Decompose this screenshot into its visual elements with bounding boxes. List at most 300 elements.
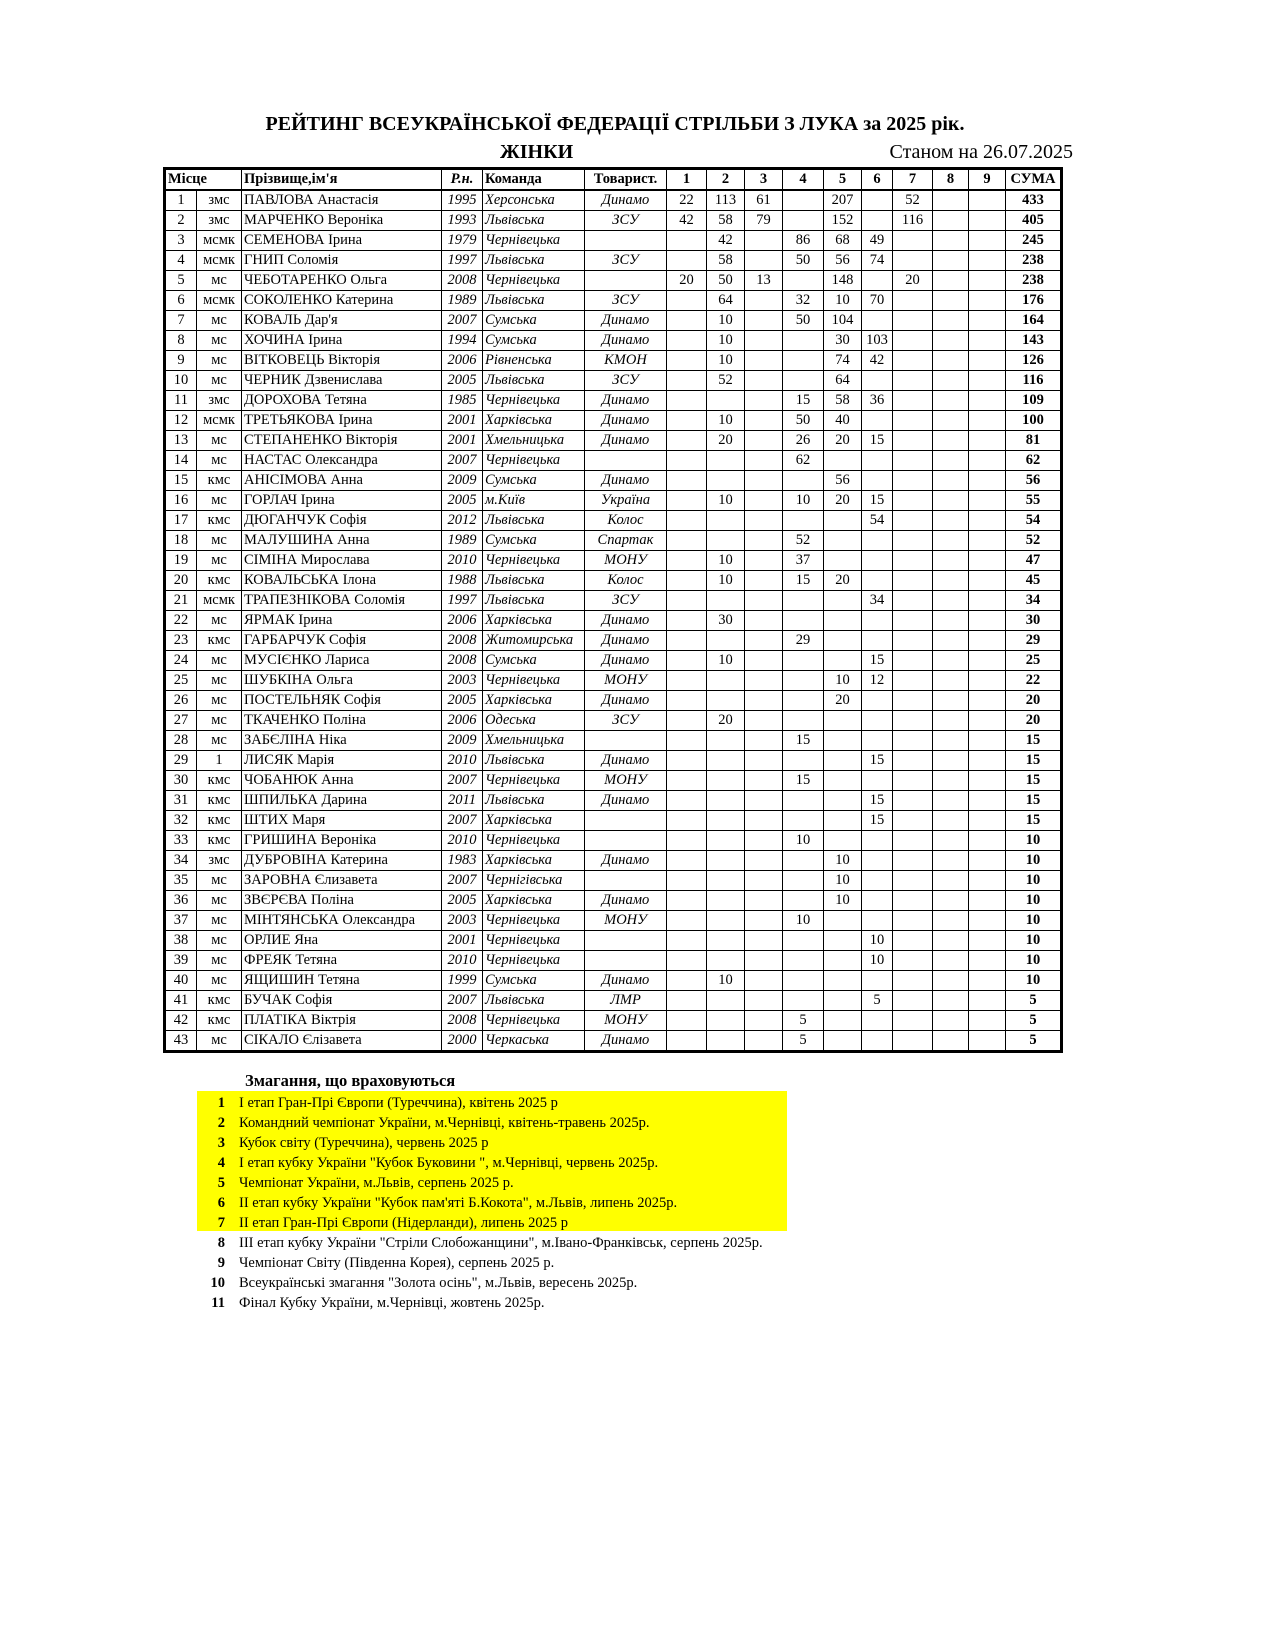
cell-stage-8 [933, 231, 969, 251]
cell-stage-9 [969, 411, 1006, 431]
table-row [165, 971, 1062, 991]
cell-stage-3 [745, 711, 783, 731]
cell-rank: мс [197, 1031, 242, 1052]
cell-total: 143 [1006, 331, 1062, 351]
competitions-title: Змагання, що враховуються [245, 1071, 456, 1090]
cell-stage-3 [745, 551, 783, 571]
cell-stage-3 [745, 1031, 783, 1052]
cell-stage-2 [707, 951, 745, 971]
table-row [165, 671, 1062, 691]
cell-rank: мс [197, 951, 242, 971]
list-item [197, 1153, 763, 1173]
cell-stage-9 [969, 971, 1006, 991]
cell-total: 10 [1006, 911, 1062, 931]
cell-stage-5 [824, 631, 862, 651]
cell-name: ВІТКОВЕЦЬ Вікторія [242, 351, 442, 371]
cell-total: 10 [1006, 851, 1062, 871]
cell-team: Чернівецька [483, 931, 585, 951]
cell-birth-year: 2008 [442, 651, 483, 671]
header-place: Місце [165, 169, 242, 191]
cell-stage-6 [862, 531, 893, 551]
competition-text: Командний чемпіонат України, м.Чернівці, квітень-травень 2025р. [239, 1115, 650, 1131]
cell-rank: мс [197, 451, 242, 471]
cell-birth-year: 2007 [442, 871, 483, 891]
cell-stage-1 [667, 231, 707, 251]
header-stage-7: 7 [893, 169, 933, 191]
cell-place: 9 [165, 351, 197, 371]
cell-place: 4 [165, 251, 197, 271]
cell-total: 10 [1006, 931, 1062, 951]
cell-stage-7 [893, 551, 933, 571]
cell-stage-3 [745, 591, 783, 611]
cell-stage-1: 20 [667, 271, 707, 291]
cell-stage-9 [969, 771, 1006, 791]
cell-stage-4 [783, 811, 824, 831]
cell-stage-3 [745, 771, 783, 791]
cell-stage-5 [824, 651, 862, 671]
cell-stage-2: 52 [707, 371, 745, 391]
cell-stage-3 [745, 251, 783, 271]
cell-stage-6 [862, 711, 893, 731]
table-row [165, 651, 1062, 671]
cell-birth-year: 2005 [442, 371, 483, 391]
cell-stage-7 [893, 351, 933, 371]
cell-rank: мсмк [197, 291, 242, 311]
cell-stage-5: 152 [824, 211, 862, 231]
header-stage-9: 9 [969, 169, 1006, 191]
table-row [165, 851, 1062, 871]
table-row [165, 451, 1062, 471]
cell-stage-4: 10 [783, 911, 824, 931]
table-row [165, 331, 1062, 351]
cell-rank: мс [197, 351, 242, 371]
table-row [165, 371, 1062, 391]
cell-team: Чернівецька [483, 771, 585, 791]
cell-stage-4 [783, 711, 824, 731]
header-stage-6: 6 [862, 169, 893, 191]
cell-team: Чернівецька [483, 831, 585, 851]
cell-stage-1 [667, 251, 707, 271]
cell-stage-3 [745, 911, 783, 931]
cell-birth-year: 2010 [442, 751, 483, 771]
cell-name: ТРАПЕЗНІКОВА Соломія [242, 591, 442, 611]
cell-total: 15 [1006, 791, 1062, 811]
cell-birth-year: 2012 [442, 511, 483, 531]
cell-stage-3 [745, 951, 783, 971]
cell-name: ГАРБАРЧУК Софія [242, 631, 442, 651]
cell-stage-9 [969, 651, 1006, 671]
cell-stage-1 [667, 991, 707, 1011]
cell-stage-9 [969, 791, 1006, 811]
cell-stage-9 [969, 511, 1006, 531]
cell-club: ЗСУ [585, 591, 667, 611]
cell-stage-6: 15 [862, 751, 893, 771]
cell-stage-9 [969, 291, 1006, 311]
cell-total: 10 [1006, 951, 1062, 971]
cell-stage-6 [862, 971, 893, 991]
cell-place: 37 [165, 911, 197, 931]
cell-stage-8 [933, 551, 969, 571]
cell-team: Сумська [483, 651, 585, 671]
cell-stage-9 [969, 811, 1006, 831]
cell-total: 238 [1006, 271, 1062, 291]
table-row [165, 431, 1062, 451]
cell-stage-1 [667, 1011, 707, 1031]
cell-stage-2 [707, 851, 745, 871]
cell-stage-8 [933, 631, 969, 651]
cell-stage-3: 13 [745, 271, 783, 291]
cell-stage-8 [933, 611, 969, 631]
cell-stage-5: 10 [824, 291, 862, 311]
cell-team: Львівська [483, 751, 585, 771]
cell-birth-year: 1997 [442, 251, 483, 271]
cell-place: 2 [165, 211, 197, 231]
cell-name: ДЮГАНЧУК Софія [242, 511, 442, 531]
cell-name: КОВАЛЬ Дар'я [242, 311, 442, 331]
cell-stage-5 [824, 911, 862, 931]
cell-team: Херсонська [483, 190, 585, 211]
cell-stage-6 [862, 831, 893, 851]
competition-number: 8 [217, 1235, 225, 1251]
competition-text: Кубок світу (Туреччина), червень 2025 р [239, 1135, 489, 1151]
cell-stage-7 [893, 231, 933, 251]
cell-club: ЗСУ [585, 251, 667, 271]
cell-stage-7 [893, 671, 933, 691]
cell-stage-8 [933, 871, 969, 891]
cell-total: 34 [1006, 591, 1062, 611]
cell-stage-1 [667, 831, 707, 851]
cell-stage-7 [893, 911, 933, 931]
cell-birth-year: 2006 [442, 711, 483, 731]
competition-text: ІІ етап кубку України "Кубок пам'яті Б.Кокота", м.Львів, липень 2025р. [239, 1195, 678, 1211]
cell-stage-9 [969, 311, 1006, 331]
competition-number: 6 [217, 1195, 225, 1211]
cell-stage-5: 10 [824, 851, 862, 871]
cell-stage-4: 37 [783, 551, 824, 571]
table-row [165, 211, 1062, 231]
cell-stage-5 [824, 811, 862, 831]
cell-club [585, 871, 667, 891]
cell-club: Колос [585, 511, 667, 531]
cell-birth-year: 2000 [442, 1031, 483, 1052]
table-row [165, 291, 1062, 311]
cell-name: ОРЛИЕ Яна [242, 931, 442, 951]
cell-stage-7 [893, 331, 933, 351]
cell-total: 10 [1006, 891, 1062, 911]
cell-place: 7 [165, 311, 197, 331]
cell-stage-7 [893, 711, 933, 731]
cell-club: ЗСУ [585, 291, 667, 311]
cell-total: 10 [1006, 871, 1062, 891]
cell-stage-2 [707, 891, 745, 911]
cell-birth-year: 2010 [442, 831, 483, 851]
header-stage-2: 2 [707, 169, 745, 191]
cell-rank: змс [197, 391, 242, 411]
cell-stage-9 [969, 331, 1006, 351]
table-row [165, 190, 1062, 211]
cell-stage-9 [969, 991, 1006, 1011]
cell-stage-4 [783, 471, 824, 491]
cell-name: НАСТАС Олександра [242, 451, 442, 471]
cell-name: ШУБКІНА Ольга [242, 671, 442, 691]
cell-club: МОНУ [585, 771, 667, 791]
cell-stage-1 [667, 311, 707, 331]
cell-stage-6 [862, 911, 893, 931]
cell-place: 6 [165, 291, 197, 311]
cell-stage-6 [862, 611, 893, 631]
cell-stage-6 [862, 551, 893, 571]
competition-number: 2 [217, 1115, 225, 1131]
cell-stage-7 [893, 751, 933, 771]
cell-stage-8 [933, 791, 969, 811]
cell-stage-5: 64 [824, 371, 862, 391]
cell-total: 15 [1006, 731, 1062, 751]
cell-place: 41 [165, 991, 197, 1011]
cell-stage-4 [783, 871, 824, 891]
cell-stage-2: 10 [707, 491, 745, 511]
header-team: Команда [483, 169, 585, 191]
cell-club: Динамо [585, 411, 667, 431]
cell-place: 11 [165, 391, 197, 411]
cell-stage-4 [783, 651, 824, 671]
cell-total: 405 [1006, 211, 1062, 231]
cell-stage-8 [933, 991, 969, 1011]
cell-stage-6 [862, 1031, 893, 1052]
cell-stage-7 [893, 931, 933, 951]
cell-stage-9 [969, 591, 1006, 611]
cell-team: Львівська [483, 251, 585, 271]
cell-rank: мс [197, 611, 242, 631]
cell-birth-year: 1983 [442, 851, 483, 871]
cell-club [585, 931, 667, 951]
cell-rank: мс [197, 331, 242, 351]
cell-rank: змс [197, 190, 242, 211]
cell-team: м.Київ [483, 491, 585, 511]
cell-stage-4 [783, 271, 824, 291]
cell-rank: мс [197, 911, 242, 931]
cell-place: 5 [165, 271, 197, 291]
competition-number: 4 [217, 1155, 225, 1171]
cell-name: ФРЕЯК Тетяна [242, 951, 442, 971]
cell-place: 32 [165, 811, 197, 831]
cell-stage-8 [933, 271, 969, 291]
cell-birth-year: 1993 [442, 211, 483, 231]
cell-rank: мсмк [197, 251, 242, 271]
cell-club [585, 271, 667, 291]
cell-place: 26 [165, 691, 197, 711]
cell-stage-9 [969, 351, 1006, 371]
cell-stage-9 [969, 391, 1006, 411]
cell-stage-1 [667, 351, 707, 371]
cell-rank: мс [197, 531, 242, 551]
cell-stage-9 [969, 751, 1006, 771]
cell-stage-3 [745, 451, 783, 471]
cell-club: Колос [585, 571, 667, 591]
cell-stage-4 [783, 591, 824, 611]
cell-total: 10 [1006, 971, 1062, 991]
cell-stage-3 [745, 1011, 783, 1031]
table-row [165, 251, 1062, 271]
cell-name: СЕМЕНОВА Ірина [242, 231, 442, 251]
table-row [165, 691, 1062, 711]
table-row [165, 391, 1062, 411]
cell-stage-9 [969, 931, 1006, 951]
cell-team: Чернівецька [483, 451, 585, 471]
cell-stage-8 [933, 190, 969, 211]
list-item [197, 1173, 763, 1193]
cell-stage-7 [893, 971, 933, 991]
cell-stage-7 [893, 731, 933, 751]
cell-stage-7 [893, 251, 933, 271]
cell-stage-6: 10 [862, 931, 893, 951]
cell-name: ЧЕРНИК Дзвенислава [242, 371, 442, 391]
table-row [165, 271, 1062, 291]
list-item [197, 1213, 763, 1233]
cell-stage-6: 42 [862, 351, 893, 371]
cell-name: СТЕПАНЕНКО Вікторія [242, 431, 442, 451]
cell-stage-4 [783, 951, 824, 971]
cell-stage-4 [783, 211, 824, 231]
cell-club: ЗСУ [585, 371, 667, 391]
cell-stage-5: 74 [824, 351, 862, 371]
as-of-date: Станом на 26.07.2025 [889, 141, 1073, 163]
cell-name: ДОРОХОВА Тетяна [242, 391, 442, 411]
cell-stage-9 [969, 891, 1006, 911]
cell-stage-5: 10 [824, 671, 862, 691]
cell-stage-2: 10 [707, 331, 745, 351]
header-stage-4: 4 [783, 169, 824, 191]
cell-stage-9 [969, 1011, 1006, 1031]
cell-stage-2 [707, 631, 745, 651]
cell-rank: мс [197, 731, 242, 751]
cell-club: Динамо [585, 471, 667, 491]
cell-stage-4 [783, 511, 824, 531]
cell-name: ШПИЛЬКА Дарина [242, 791, 442, 811]
cell-name: ЗВЄРЄВА Поліна [242, 891, 442, 911]
cell-club: Динамо [585, 431, 667, 451]
cell-stage-8 [933, 391, 969, 411]
competition-number: 7 [217, 1215, 225, 1231]
cell-stage-3 [745, 291, 783, 311]
cell-total: 81 [1006, 431, 1062, 451]
cell-total: 15 [1006, 751, 1062, 771]
cell-stage-1 [667, 911, 707, 931]
cell-name: МАРЧЕНКО Вероніка [242, 211, 442, 231]
cell-stage-2: 10 [707, 571, 745, 591]
cell-stage-3: 79 [745, 211, 783, 231]
cell-stage-7 [893, 991, 933, 1011]
cell-stage-8 [933, 371, 969, 391]
cell-stage-6: 15 [862, 811, 893, 831]
cell-stage-2: 10 [707, 651, 745, 671]
cell-stage-7: 20 [893, 271, 933, 291]
cell-birth-year: 2007 [442, 311, 483, 331]
cell-stage-1 [667, 611, 707, 631]
competition-text: ІІІ етап кубку України "Стріли Слобожанщини", м.Івано-Франківськ, серпень 2025р. [239, 1235, 763, 1251]
cell-total: 164 [1006, 311, 1062, 331]
cell-total: 109 [1006, 391, 1062, 411]
cell-stage-4: 15 [783, 771, 824, 791]
cell-name: ГРИШИНА Вероніка [242, 831, 442, 851]
cell-stage-5: 20 [824, 491, 862, 511]
cell-stage-1 [667, 811, 707, 831]
cell-total: 25 [1006, 651, 1062, 671]
cell-total: 116 [1006, 371, 1062, 391]
cell-stage-4: 15 [783, 391, 824, 411]
cell-club: Динамо [585, 851, 667, 871]
cell-stage-9 [969, 431, 1006, 451]
table-row [165, 711, 1062, 731]
cell-stage-1 [667, 951, 707, 971]
cell-stage-5: 30 [824, 331, 862, 351]
cell-stage-5 [824, 611, 862, 631]
cell-stage-8 [933, 471, 969, 491]
cell-club: ЗСУ [585, 711, 667, 731]
cell-stage-6: 103 [862, 331, 893, 351]
cell-place: 43 [165, 1031, 197, 1052]
cell-stage-3 [745, 631, 783, 651]
cell-stage-5: 10 [824, 871, 862, 891]
cell-stage-3 [745, 511, 783, 531]
cell-stage-2 [707, 671, 745, 691]
cell-team: Чернігівська [483, 871, 585, 891]
cell-stage-8 [933, 491, 969, 511]
cell-club: Динамо [585, 891, 667, 911]
cell-stage-1 [667, 391, 707, 411]
cell-stage-9 [969, 951, 1006, 971]
cell-stage-3 [745, 431, 783, 451]
header-stage-3: 3 [745, 169, 783, 191]
cell-name: МУСІЄНКО Лариса [242, 651, 442, 671]
cell-stage-7: 116 [893, 211, 933, 231]
cell-birth-year: 2003 [442, 911, 483, 931]
cell-name: ПОСТЕЛЬНЯК Софія [242, 691, 442, 711]
cell-club [585, 451, 667, 471]
cell-stage-5: 56 [824, 471, 862, 491]
cell-stage-9 [969, 551, 1006, 571]
cell-stage-4 [783, 931, 824, 951]
cell-total: 47 [1006, 551, 1062, 571]
cell-stage-4: 10 [783, 491, 824, 511]
cell-name: ТКАЧЕНКО Поліна [242, 711, 442, 731]
cell-stage-7 [893, 391, 933, 411]
cell-total: 20 [1006, 691, 1062, 711]
cell-name: ДУБРОВІНА Катерина [242, 851, 442, 871]
cell-stage-4 [783, 691, 824, 711]
cell-stage-5: 148 [824, 271, 862, 291]
competition-number: 5 [217, 1175, 225, 1191]
cell-stage-9 [969, 911, 1006, 931]
cell-birth-year: 2010 [442, 551, 483, 571]
cell-stage-8 [933, 511, 969, 531]
cell-stage-5 [824, 531, 862, 551]
cell-birth-year: 2007 [442, 991, 483, 1011]
cell-stage-4: 62 [783, 451, 824, 471]
cell-stage-9 [969, 1031, 1006, 1052]
cell-club: Динамо [585, 311, 667, 331]
competition-text: Чемпіонат України, м.Львів, серпень 2025 р. [239, 1175, 514, 1191]
cell-birth-year: 2005 [442, 691, 483, 711]
cell-club: Динамо [585, 631, 667, 651]
cell-club: МОНУ [585, 1011, 667, 1031]
table-row [165, 1031, 1062, 1052]
cell-total: 22 [1006, 671, 1062, 691]
cell-stage-1 [667, 711, 707, 731]
table-row [165, 991, 1062, 1011]
cell-place: 1 [165, 190, 197, 211]
cell-stage-2 [707, 1011, 745, 1031]
cell-stage-4 [783, 190, 824, 211]
